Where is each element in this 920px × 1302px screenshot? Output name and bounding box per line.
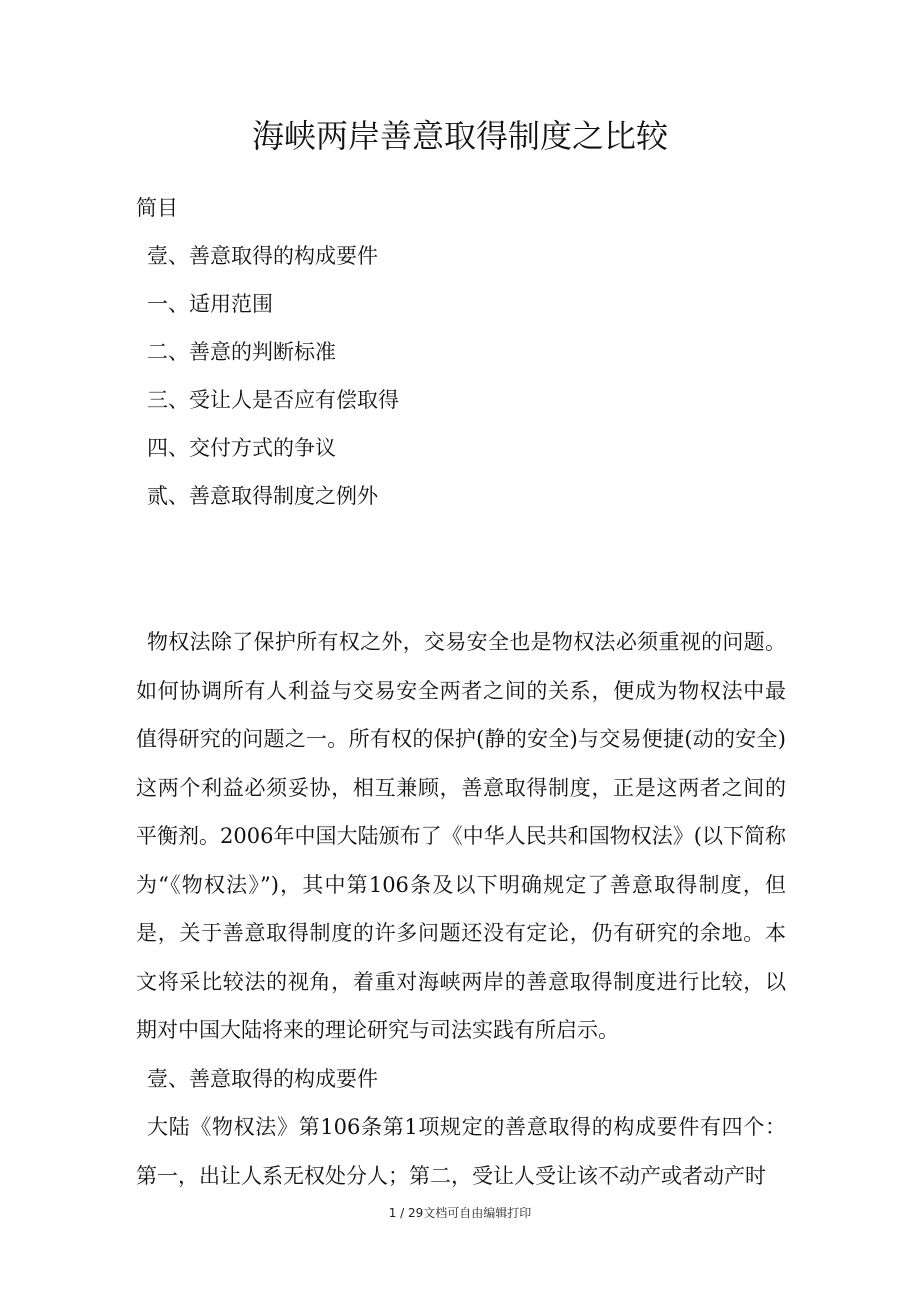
toc-item: 贰、善意取得制度之例外 — [147, 484, 378, 508]
toc-item: 二、善意的判断标准 — [147, 340, 336, 364]
section-heading: 壹、善意取得的构成要件 — [147, 1066, 378, 1091]
body-text — [136, 618, 786, 1200]
toc-item: 一、适用范围 — [147, 292, 273, 316]
toc-item: 四、交付方式的争议 — [147, 436, 336, 460]
toc-item: 壹、善意取得的构成要件 — [147, 244, 378, 268]
intro-paragraph: 物权法除了保护所有权之外，交易安全也是物权法必须重视的问题。如何协调所有人利益与交易安全两者之间的关系，便成为物权法中最值得研究的问题之一。所有权的保护(静的安全)与交易便捷(动的安全)这两个利益必须妥协，相互兼顾，善意取得制度，正是这两者之间的平衡剂。2006年中国大陆颁布了《中华人民共和国物权法》(以下简称为“《物权法》”)，其中第106条及以下明确规定了善意取得制度，但是，关于善意取得制度的许多问题还没有定论，仍有研究的余地。本文将采比较法的视角，着重对海峡两岸的善意取得制度进行比较，以期对中国大陆将来的理论研究与司法实践有所启示。 — [136, 630, 786, 1042]
document-title: 海峡两岸善意取得制度之比较 — [251, 117, 668, 155]
toc-heading: 简目 — [136, 196, 178, 220]
page-footer: 1 / 29文档可自由编辑打印 — [388, 1206, 532, 1220]
section-paragraph: 大陆《物权法》第106条第1项规定的善意取得的构成要件有四个：第一，出让人系无权处分人；第二，受让人受让该不动产或者动产时 — [136, 1115, 786, 1188]
toc-item: 三、受让人是否应有偿取得 — [147, 388, 399, 412]
table-of-contents — [147, 240, 399, 528]
